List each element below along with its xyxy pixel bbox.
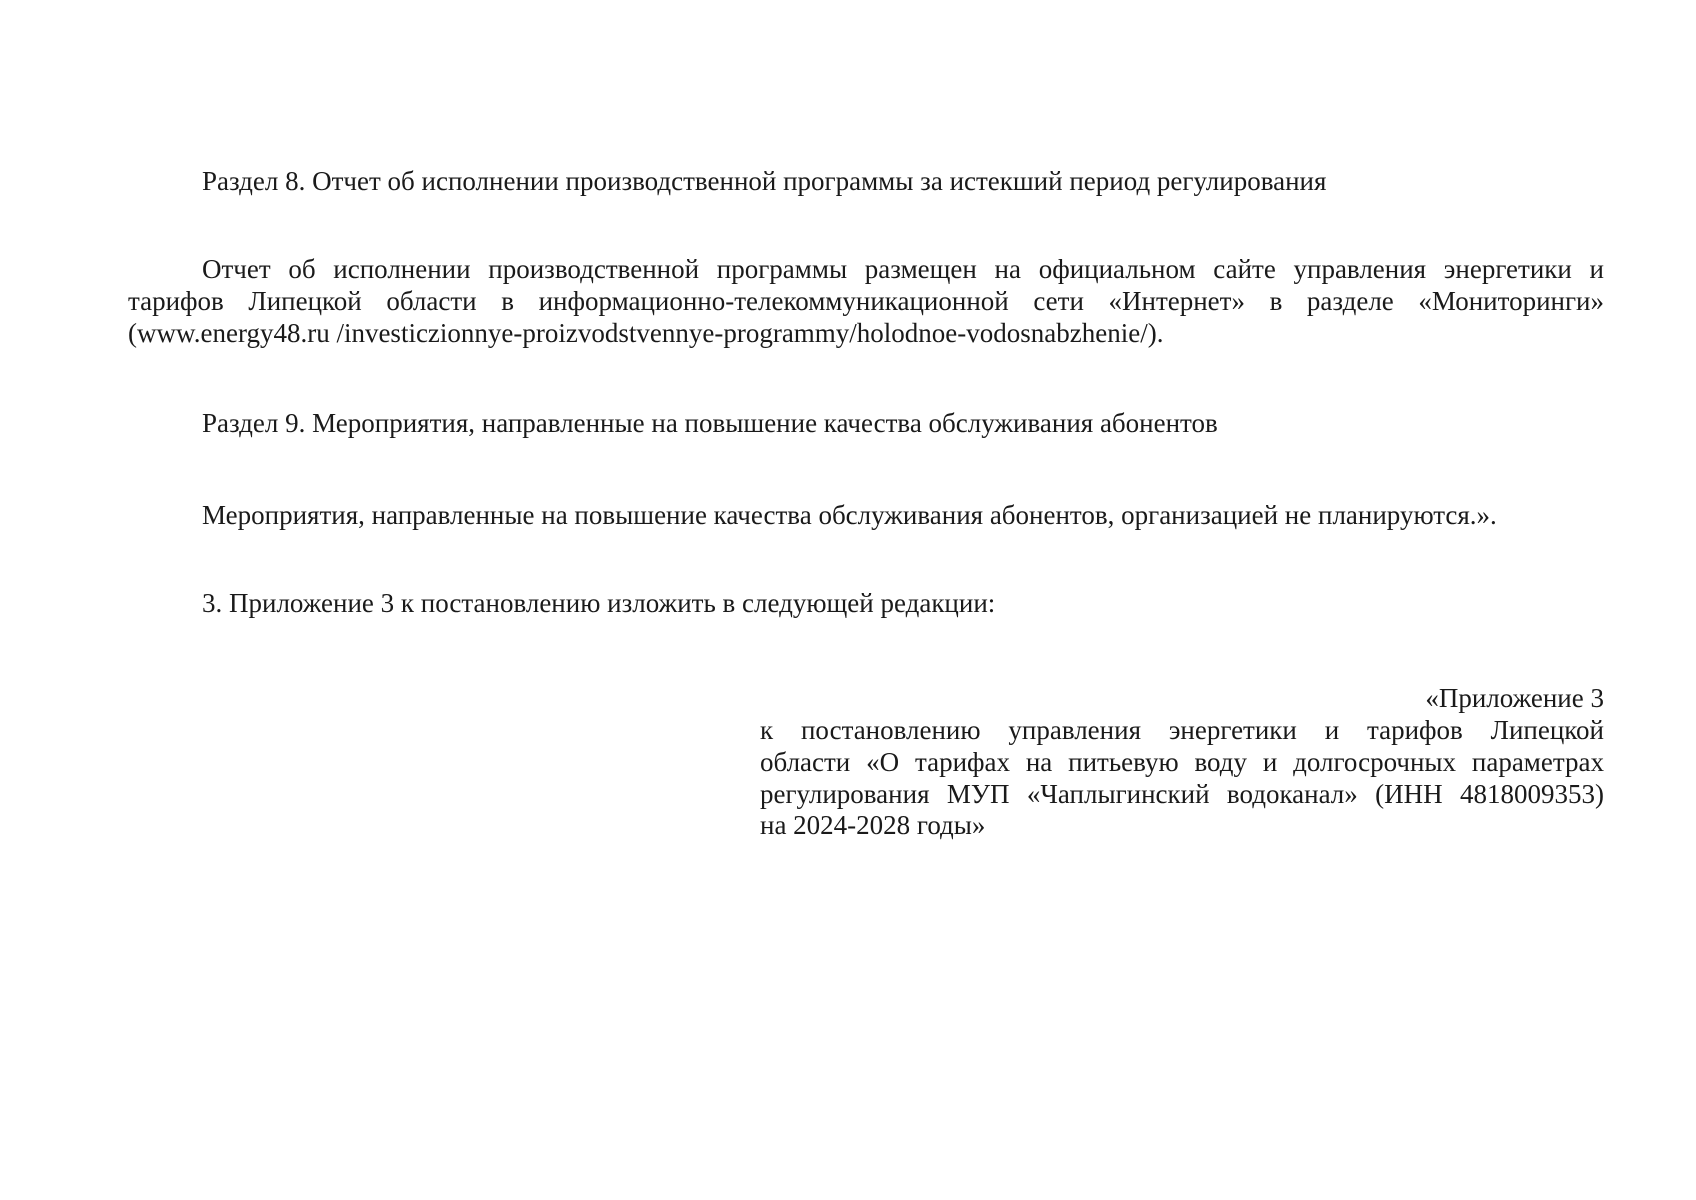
appendix-line-3: регулирования МУП «Чаплыгинский водоканал» (ИНН 4818009353) xyxy=(760,779,1604,809)
report-paragraph-line-3: (www.energy48.ru /investiczionnye-proizvodstvennye-programmy/holodnoe-vodosnabzhenie/). xyxy=(128,318,1164,348)
report-paragraph-line-1: Отчет об исполнении производственной программы размещен на официальном сайте управления энергетики и xyxy=(202,254,1604,284)
appendix-line-2: области «О тарифах на питьевую воду и долгосрочных параметрах xyxy=(760,747,1604,777)
appendix-body xyxy=(760,714,1604,810)
item-3-text: 3. Приложение 3 к постановлению изложить в следующей редакции: xyxy=(202,588,996,618)
report-paragraph xyxy=(128,253,1604,317)
appendix-line-1: к постановлению управления энергетики и тарифов Липецкой xyxy=(760,715,1604,745)
appendix-line-4: на 2024-2028 годы» xyxy=(760,810,986,840)
appendix-title: «Приложение 3 xyxy=(1425,683,1604,713)
section-8-heading: Раздел 8. Отчет об исполнении производственной программы за истекший период регулирования xyxy=(202,166,1327,196)
section-9-heading: Раздел 9. Мероприятия, направленные на повышение качества обслуживания абонентов xyxy=(202,408,1218,438)
report-paragraph-line-2: тарифов Липецкой области в информационно-телекоммуникационной сети «Интернет» в разделе «Мониторинги» xyxy=(128,286,1604,316)
measures-text: Мероприятия, направленные на повышение качества обслуживания абонентов, организацией не планируются.». xyxy=(202,500,1497,530)
